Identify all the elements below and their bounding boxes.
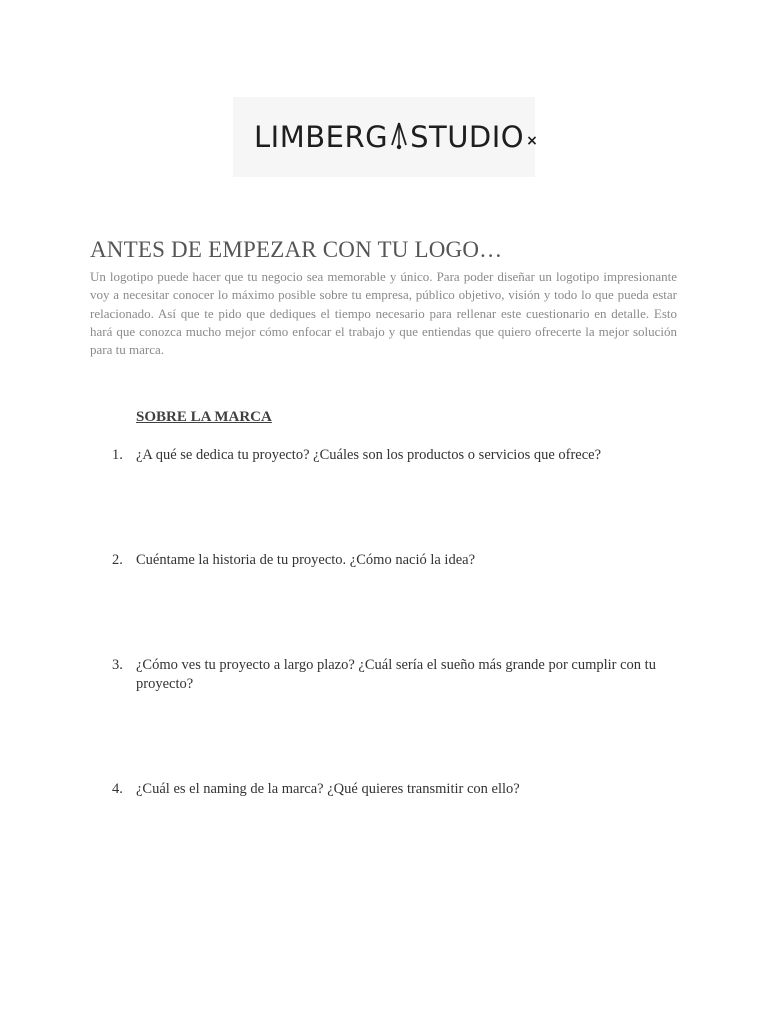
question-number: 1.: [112, 447, 123, 463]
question-text: ¿A qué se dedica tu proyecto? ¿Cuáles son los productos o servicios que ofrece?: [136, 447, 602, 463]
logo-text-right: STUDIO: [410, 120, 525, 154]
question-number: 2.: [112, 552, 123, 568]
pen-nib-icon: [389, 121, 409, 153]
logo-suffix: ×: [526, 133, 539, 149]
page-title: ANTES DE EMPEZAR CON TU LOGO…: [90, 237, 503, 262]
section-heading: SOBRE LA MARCA: [136, 409, 272, 425]
question-number: 3.: [112, 657, 123, 673]
brand-logo: [254, 117, 538, 157]
intro-paragraph: Un logotipo puede hacer que tu negocio sea memorable y único. Para poder diseñar un logotipo impresionante voy a necesitar conocer lo máximo posible sobre tu empresa, público objetivo, visión y todo lo que pueda estar relacionado. Así que te pido que dediques el tiempo necesario para rellenar este cuestionario en detalle. Esto hará que conozca mucho mejor cómo enfocar el trabajo y que entiendas que quiero ofrecerte la mejor solución para tu marca.: [90, 269, 677, 358]
question-text: ¿Cuál es el naming de la marca? ¿Qué quieres transmitir con ello?: [136, 781, 520, 797]
question-text: Cuéntame la historia de tu proyecto. ¿Cómo nació la idea?: [136, 552, 476, 568]
question-text: ¿Cómo ves tu proyecto a largo plazo? ¿Cuál sería el sueño más grande por cumplir con tu proyecto?: [136, 657, 656, 692]
logo-text-left: LIMBERG: [254, 120, 389, 154]
question-number: 4.: [112, 781, 123, 797]
